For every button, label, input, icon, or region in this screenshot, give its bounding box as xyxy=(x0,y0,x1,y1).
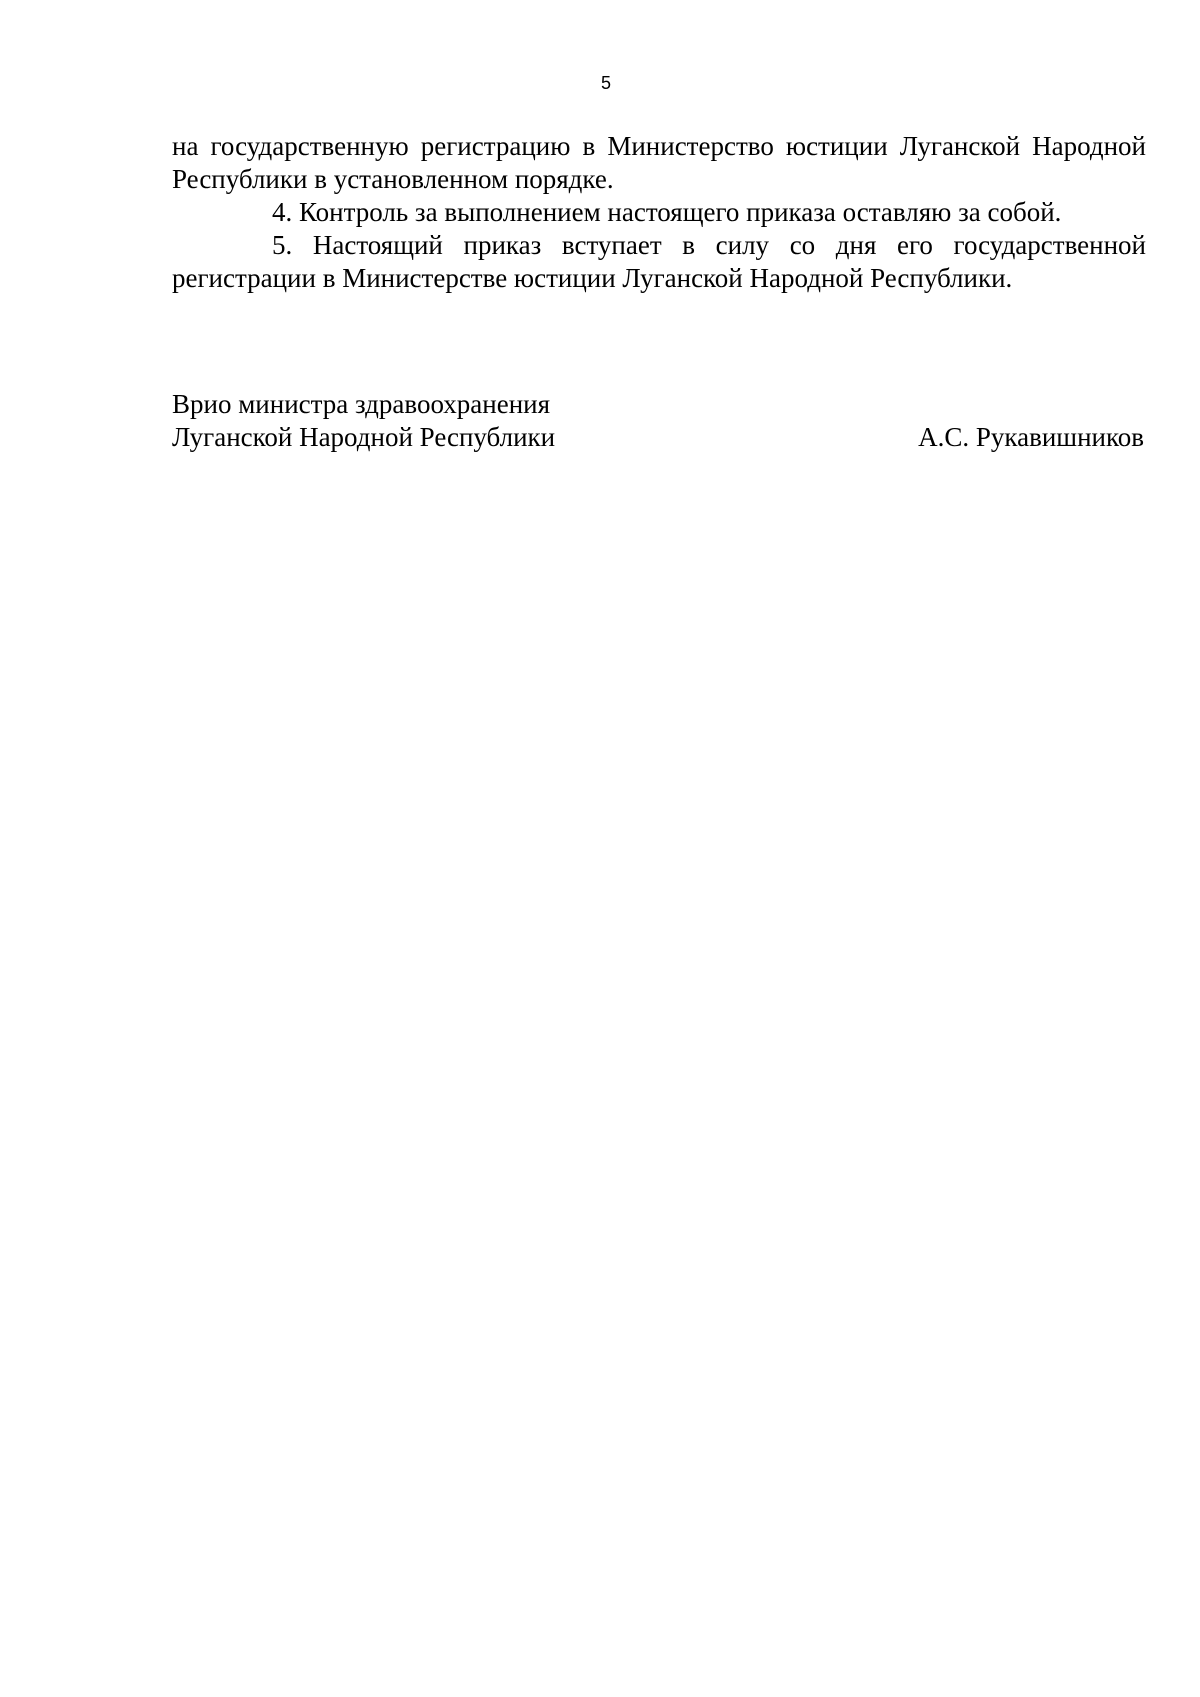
signature-line-2 xyxy=(172,421,1144,454)
paragraph-item-5: 5. Настоящий приказ вступает в силу со дня его государственной регистрации в Министерстве юстиции Луганской Народной Республики. xyxy=(172,230,1146,293)
signature-block xyxy=(172,388,1144,454)
signature-line-1 xyxy=(172,388,1144,421)
signatory-position: Врио министра здравоохранения xyxy=(172,389,551,419)
paragraph-continuation: на государственную регистрацию в Министерство юстиции Луганской Народной Республики в установленном порядке. xyxy=(172,131,1146,194)
signatory-name: А.С. Рукавишников xyxy=(918,422,1144,452)
document-body xyxy=(172,130,1146,295)
paragraph-item-4: 4. Контроль за выполнением настоящего приказа оставляю за собой. xyxy=(272,197,1062,227)
page-number: 5 xyxy=(600,73,611,93)
signatory-organization: Луганской Народной Республики xyxy=(172,422,556,452)
